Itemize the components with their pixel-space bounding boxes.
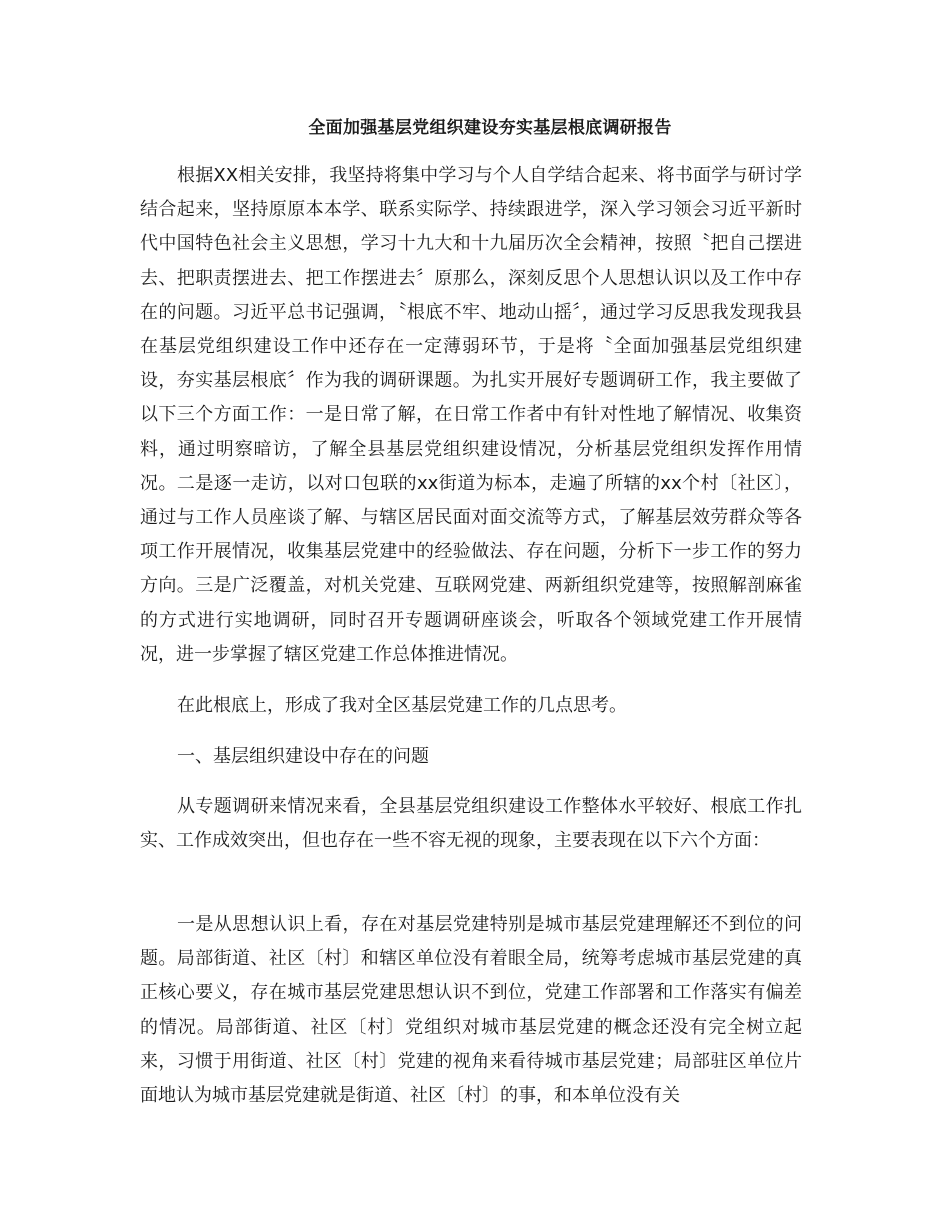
paragraph-reflections-intro: 在此根底上，形成了我对全区基层党建工作的几点思考。 (177, 695, 627, 716)
section-heading-problems: 一、基层组织建设中存在的问题 (177, 746, 429, 767)
document-title: 全面加强基层党组织建设夯实基层根底调研报告 (308, 118, 672, 138)
paragraph-research-overview: 根据XX相关安排，我坚持将集中学习与个人自学结合起来、将书面学与研讨学结合起来，坚持原原本本学、联系实际学、持续跟进学，深入学习领会习近平新时代中国特色社会主义思想，学习十九大和十九届历次全会精神，按照〝把自己摆进去、把职责摆进去、把工作摆进去〞原那么，深刻反思个人思想认识以及工作中存在的问题。习近平总书记强调，〝根底不牢、地动山摇〞，通过学习反思我发现我县在基层党组织建设工作中还存在一定薄弱环节，于是将〝全面加强基层党组织建设，夯实基层根底〞作为我的调研课题。为扎实开展好专题调研工作，我主要做了以下三个方面工作：一是日常了解，在日常工作者中有针对性地了解情况、收集资料，通过明察暗访，了解全县基层党组织建设情况，分析基层党组织发挥作用情况。二是逐一走访，以对口包联的xx街道为标本，走遍了所辖的xx个村〔社区〕，通过与工作人员座谈了解、与辖区居民面对面交流等方式，了解基层效劳群众等各项工作开展情况，收集基层党建中的经验做法、存在问题，分析下一步工作的努力方向。三是广泛覆盖，对机关党建、互联网党建、两新组织党建等，按照解剖麻雀的方式进行实地调研，同时召开专题调研座谈会，听取各个领域党建工作开展情况，进一步掌握了辖区党建工作总体推进情况。 (140, 165, 802, 665)
paragraph-ideological-awareness: 一是从思想认识上看，存在对基层党建特别是城市基层党建理解还不到位的问题。局部街道、社区〔村〕和辖区单位没有着眼全局，统筹考虑城市基层党建的真正核心要义，存在城市基层党建思想认识不到位，党建工作部署和工作落实有偏差的情况。局部街道、社区〔村〕党组织对城市基层党建的概念还没有完全树立起来，习惯于用街道、社区〔村〕党建的视角来看待城市基层党建；局部驻区单位片面地认为城市基层党建就是街道、社区〔村〕的事，和本单位没有关 (140, 914, 802, 1107)
paragraph-problems-summary: 从专题调研来情况来看，全县基层党组织建设工作整体水平较好、根底工作扎实、工作成效突出，但也存在一些不容无视的现象，主要表现在以下六个方面： (140, 796, 802, 852)
